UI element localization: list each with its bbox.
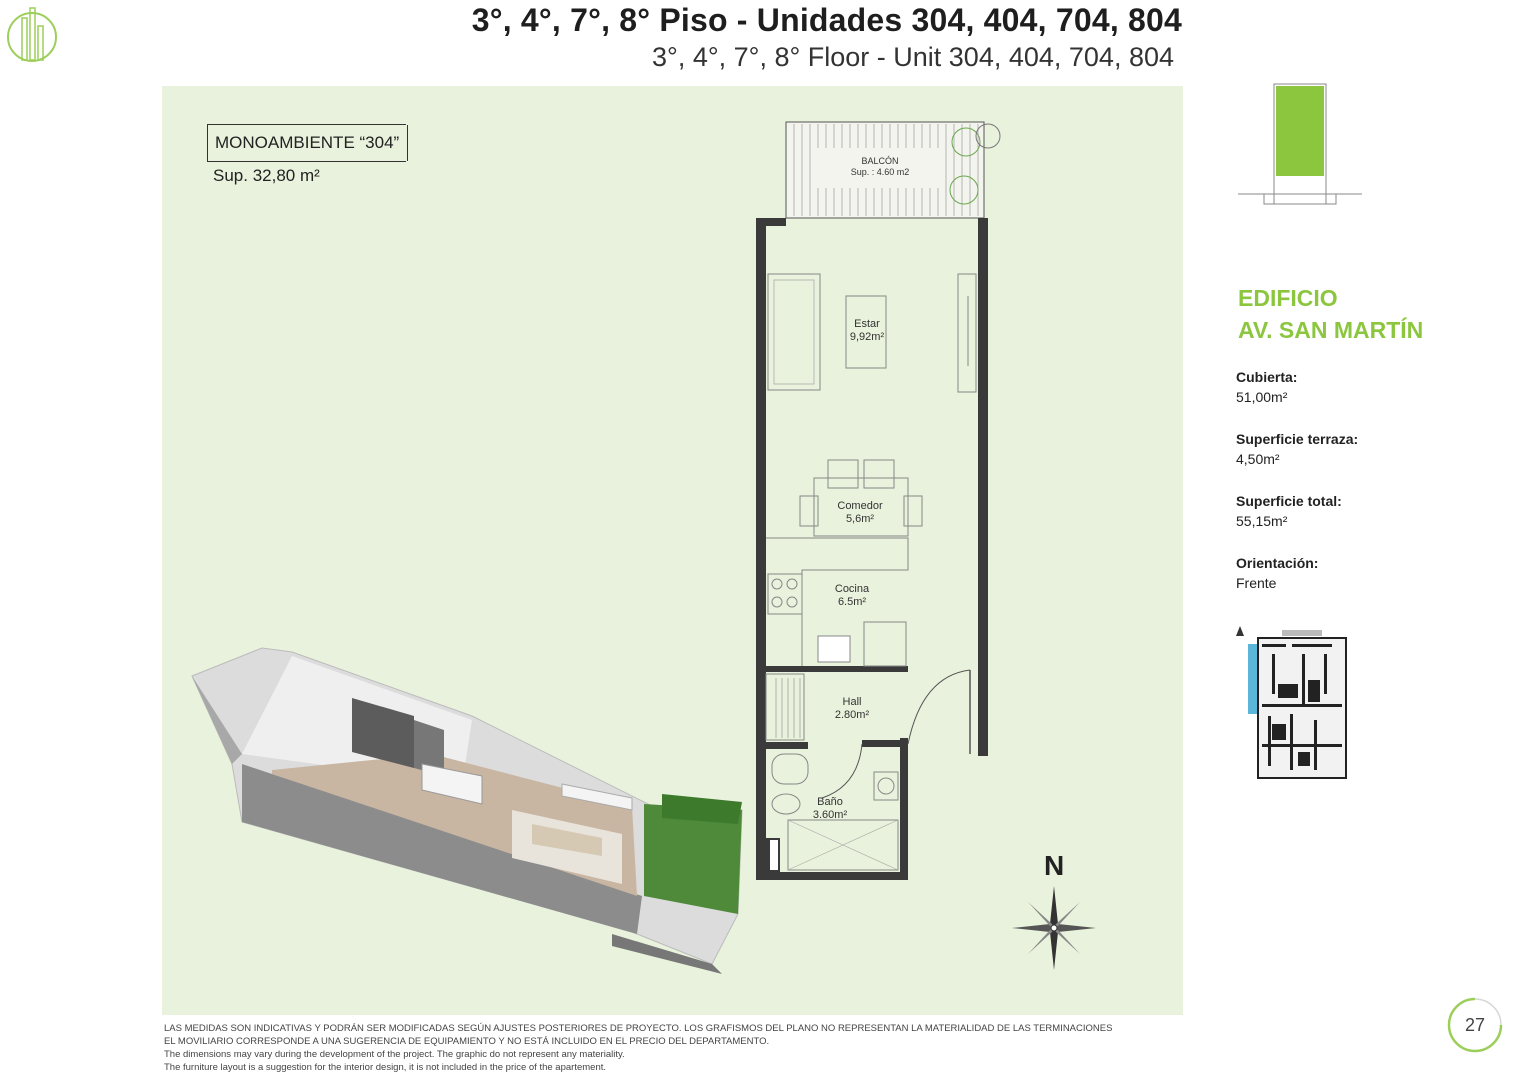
- room-bano: Baño 3.60m²: [812, 796, 848, 821]
- building-site-plan-icon: [1232, 624, 1352, 780]
- brand-logo-icon: [4, 4, 60, 66]
- room-cocina: Cocina 6.5m²: [834, 583, 870, 608]
- page-number: 27: [1446, 996, 1504, 1054]
- spec-orientacion: Orientación: Frente: [1236, 555, 1319, 591]
- floor-plan-panel: [162, 86, 1183, 1015]
- spec-cubierta: Cubierta: 51,00m²: [1236, 369, 1298, 405]
- room-balcon: BALCÓN Sup. : 4.60 m2: [850, 156, 910, 177]
- building-elevation-icon: [1236, 82, 1364, 208]
- spec-superficie-terraza: Superficie terraza: 4,50m²: [1236, 431, 1359, 467]
- room-hall: Hall 2.80m²: [834, 696, 870, 721]
- room-comedor: Comedor 5,6m²: [837, 500, 883, 525]
- page-title: 3°, 4°, 7°, 8° Piso - Unidades 304, 404, 704, 804: [471, 2, 1182, 38]
- apartment-3d-render: [182, 634, 752, 974]
- disclaimer: LAS MEDIDAS SON INDICATIVAS Y PODRÁN SER MODIFICADAS SEGÚN AJUSTES POSTERIORES DE PROYECTO. LOS GRAFISMOS DEL PLANO NO REPRESENTAN LA MATERIALIDAD DE LAS TERMINACIONES EL MOVILIARIO CORRESPONDE A UNA SUGERENCIA DE EQUIPAMIENTO Y NO ESTÁ INCLUIDO EN EL PRECIO DEL DEPARTAMENTO. The dimensions may vary during the development of the project. The graphic do not represent any materiality. The furniture layout is a suggestion for the interior design, it is not included in the price of the apartement.: [164, 1023, 1113, 1073]
- spec-superficie-total: Superficie total: 55,15m²: [1236, 493, 1342, 529]
- unit-label: MONOAMBIENTE “304”: [207, 124, 406, 162]
- compass-rose-icon: [1010, 884, 1098, 972]
- room-estar: Estar 9,92m²: [849, 318, 885, 343]
- compass-north-label: N: [1044, 850, 1065, 881]
- building-name: EDIFICIO AV. SAN MARTÍN: [1238, 285, 1424, 343]
- unit-area: Sup. 32,80 m²: [213, 166, 320, 185]
- page-subtitle: 3°, 4°, 7°, 8° Floor - Unit 304, 404, 704, 804: [652, 42, 1174, 72]
